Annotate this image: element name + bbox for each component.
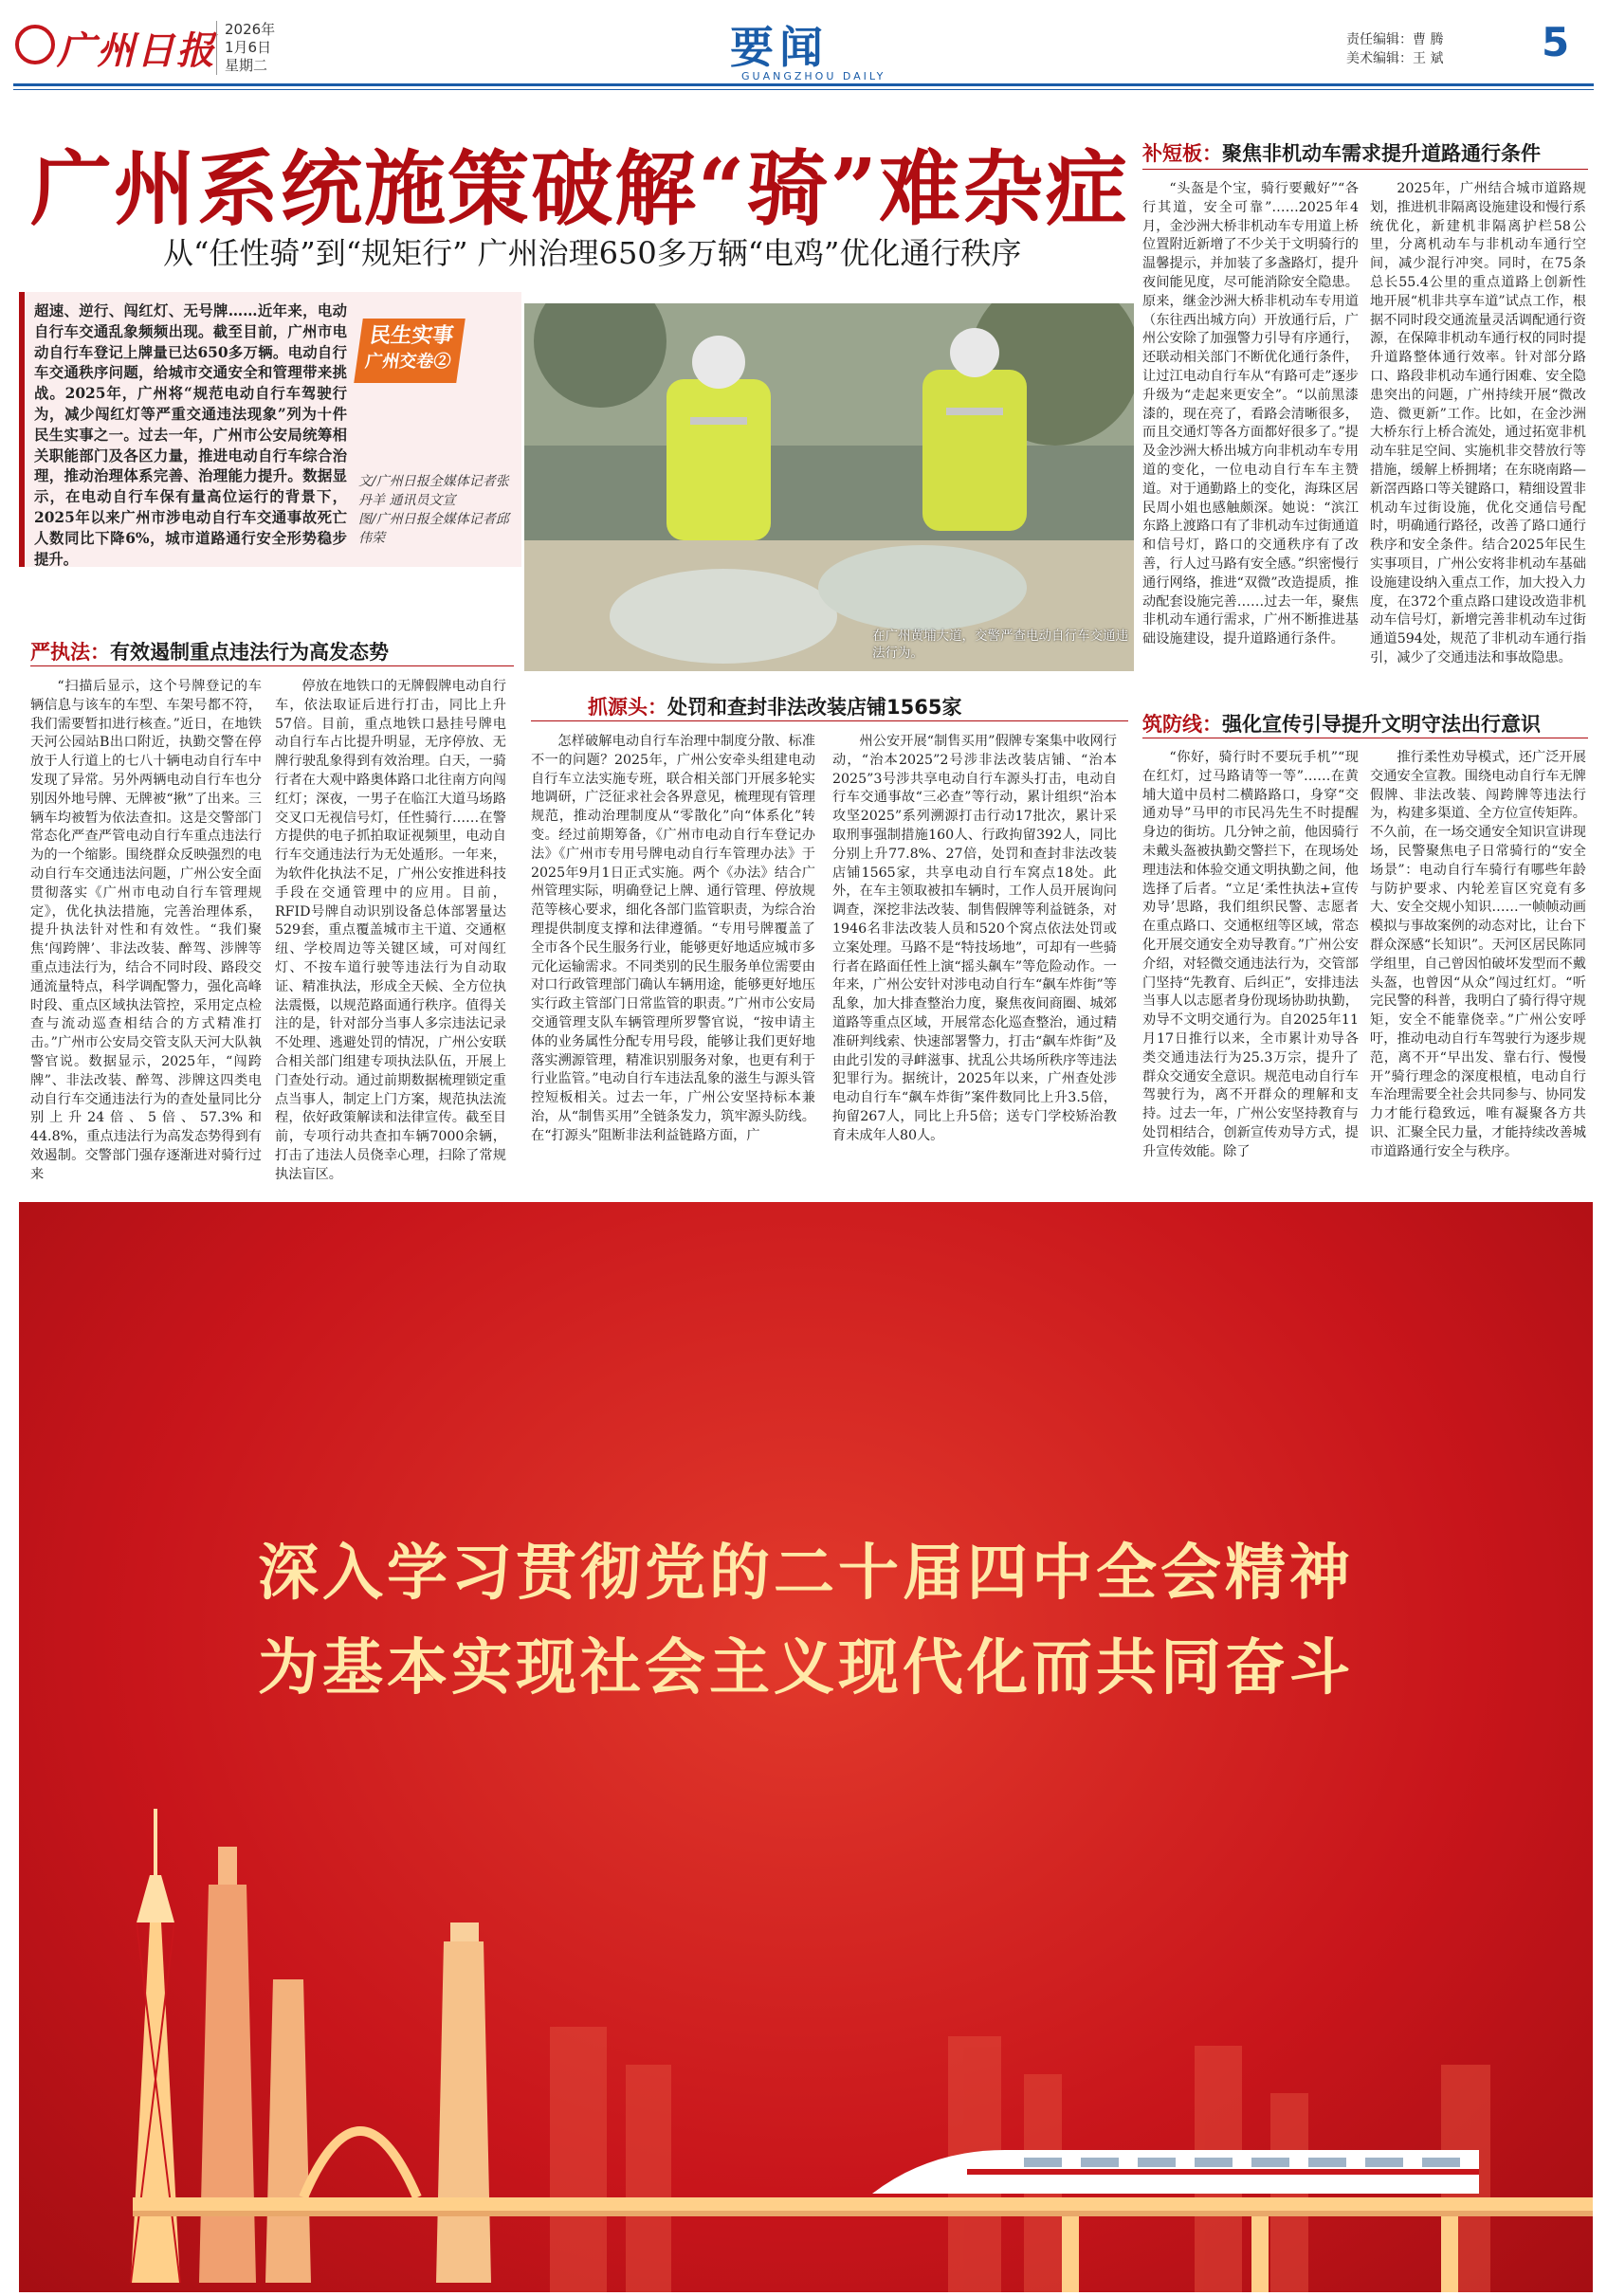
section-underline <box>30 665 514 666</box>
banner-slogan-line2: 为基本实现社会主义现代化而共同奋斗 <box>258 1632 1354 1704</box>
high-speed-train-icon <box>872 2150 1479 2194</box>
article-headline: 广州系统施策破解“骑”难杂症 <box>30 141 1129 237</box>
section-title-text: 强化宣传引导提升文明守法出行意识 <box>1222 713 1541 736</box>
column-text: 推行柔性劝导模式，还广泛开展交通安全宣教。围绕电动自行车无牌假牌、非法改装、闯跨牌等违法行为，构建多渠道、全方位宣传矩阵。不久前，在一场交通安全知识宣讲现场，民警聚焦电子日常骑行的“安全场景”：电动自行车骑行有哪些年龄与防护要求、内轮差盲区究竟有多大、安全交规小知识……一帧帧动画模拟与事故案例的动态对比，让台下群众深感“长知识”。天河区居民陈同学组里，自己曾因怕破坏发型而不戴头盔，也曾因“从众”闯过红灯。“听完民警的科普，我明白了骑行得守规矩，安全不能靠侥幸。”广州公安呼吁，推动电动自行车驾驶行为逐步规范，离不开“早出发、靠右行、慢慢开”骑行理念的深度根植，电动自行车治理需要全社会共同参与、协同发力才能行稳致远，唯有凝聚各方共识、汇聚全民力量，才能持续改善城市道路通行安全与秩序。 <box>1370 750 1586 1159</box>
article-column <box>1370 180 1586 675</box>
news-photo <box>524 303 1134 671</box>
photo-caption: 在广州黄埔大道，交警严查电动自行车交通违法行为。 <box>872 629 1128 661</box>
column-text: “扫描后显示，这个号牌登记的车辆信息与该车的车型、车架号都不符，我们需要暂扣进行核查。”近日，在地铁天河公园站B出口附近，执勤交警在停放于人行道上的七八十辆电动自行车中发现了异常。另外两辆电动自行车也分别因外地号牌、无牌被“揪”了出来。三辆车均被暂为依法查扣。这是交警部门常态化严查严管电动自行车重点违法行为的一个缩影。围绕群众反映强烈的电动自行车交通违法问题，广州公安全面贯彻落实《广州市电动自行车管理规定》，优化执法措施，完善治理体系，提升执法针对性和有效性。“我们聚焦‘闯跨牌’、非法改装、醉驾、涉牌等重点违法行为，结合不同时段、路段交通流量特点，科学调配警力，强化高峰时段、重点区域执法管控，采用定点检查与流动巡查相结合的方式精准打击。”广州市公安局交管支队天河大队執警官说。数据显示，2025年，“闯跨牌”、非法改装、醉驾、涉牌这四类电动自行车交通违法行为的查处量同比分别上升24倍、5倍、57.3%和44.8%，重点违法行为高发态势得到有效遏制。交警部门强存逐渐进对骑行过来 <box>30 679 262 1182</box>
issue-day: 1月6日 <box>225 39 272 56</box>
photo-illustration <box>524 303 1134 671</box>
byline-text: 文/广州日报全媒体记者张丹羊 通讯员文宣 <box>358 474 509 508</box>
section-underline <box>1142 169 1588 170</box>
section-title: 要闻 <box>730 22 829 73</box>
byline-photo: 图/广州日报全媒体记者邱伟荣 <box>358 512 509 546</box>
masthead-rule-thin <box>13 89 1594 90</box>
section-underline <box>531 720 1128 721</box>
banner-slogan-line1: 深入学习贯彻党的二十届四中全会精神 <box>258 1538 1354 1609</box>
lead-accent-bar <box>19 292 25 567</box>
column-text: 停放在地铁口的无牌假牌电动自行车，依法取证后进行打击，同比上升57倍。目前，重点地铁口悬挂号牌电动自行车占比提升明显，无序停放、无牌行驶乱象得到有效治理。白天，一骑行者在大观中路奥体路口北往南方向闯红灯；深夜，一男子在临江大道马场路交叉口无视信号灯，任性骑行……在警方提供的电子抓拍取证视频里，电动自行车交通违法行为无处遁形。一年来，为软件化执法不足，广州公安推进科技手段在交通管理中的应用。目前，RFID号牌自动识别设备总体部署量达529套，重点覆盖城市主干道、交通枢纽、学校周边等关键区域，可对闯红灯、不按车道行驶等违法行为自动取证、精准执法，形成全天候、全方位执法震慑，以规范路面通行秩序。值得关注的是，针对部分当事人多宗违法记录不处理、逃避处罚的情况，广州公安联合相关部门组建专项执法队伍，开展上门查处行动。通过前期数据梳理锁定重点当事人，制定上门方案，规范执法流程，依好政策解读和法律宣传。截至目前，专项行动共查扣车辆7000余辆，打击了违法人员侥幸心理，扫除了常规执法盲区。 <box>275 679 506 1182</box>
propaganda-banner <box>19 1202 1593 2292</box>
section-key: 抓源头： <box>588 696 667 719</box>
section-heading-source <box>588 692 961 720</box>
section-heading-education <box>1142 709 1541 738</box>
art-editor-line: 美术编辑：王 斌 <box>1346 51 1444 66</box>
editor-credits <box>1346 30 1443 68</box>
editor-line: 责任编辑：曹 腾 <box>1346 32 1444 47</box>
article-column <box>1370 749 1586 1190</box>
skyscraper-icons <box>199 1847 491 2283</box>
badge-line2: 广州交卷② <box>363 352 452 372</box>
masthead <box>0 0 1607 83</box>
section-key: 严执法： <box>30 641 110 664</box>
section-title-text: 聚焦非机动车需求提升道路通行条件 <box>1222 142 1541 165</box>
article-column <box>30 678 262 1190</box>
column-text: 怎样破解电动自行车治理中制度分散、标准不一的问题？2025年，广州公安牵头组建电动自行车立法实施专班，联合相关部门开展多轮实地调研，广泛征求社会各界意见，梳理现有管理规范，推动治理制度从“零散化”向“体系化”转变。经过前期筹备，《广州市电动自行车登记办法》《广州市专用号牌电动自行车管理办法》于2025年9月1日正式实施。两个《办法》结合广州管理实际，明确登记上牌、通行管理、停放规范等核心要求，细化各部门监管职责，为综合治理提供制度支撑和法律遵循。“专用号牌覆盖了全市各个民生服务行业，能够更好地适应城市多元化运输需求。不同类别的民生服务单位需要由对口行政管理部门确认车辆用途，能够更好地压实行政主管部门日常监管的职责。”广州市公安局交通管理支队车辆管理所罗警官说，“按申请主体的业务属性分配专用号段，能够让我们更好地落实溯源管理，精准识别服务对象，也更有利于行业监管。”电动自行车违法乱象的滋生与源头管控短板相关。过去一年，广州公安坚持标本兼治，从“制售买用”全链条发力，筑牢源头防线。在“打源头”阻断非法利益链路方面，广 <box>531 734 815 1143</box>
masthead-rule <box>13 83 1594 86</box>
article-column <box>1142 180 1359 675</box>
issue-year: 2026年 <box>225 21 276 38</box>
issue-weekday: 星期二 <box>225 57 268 74</box>
column-text: “头盔是个宝，骑行要戴好”“各行其道，安全可靠”……2025年4月，金沙洲大桥非机动车专用道上桥位置附近新增了不少关于文明骑行的温馨提示，并加装了多盏路灯，提升夜间能见度，尽可能消除安全隐患。原来，继金沙洲大桥非机动车专用道（东往西出城方向）开放通行后，广州公安除了加强警力引导有序通行，还联动相关部门不断优化通行条件，让过江电动自行车从“有路可走”逐步升级为“走起来更安全”。“以前黑漆漆的，现在亮了，看路会清晰很多，而且交通灯等各方面都好很多了。”提及金沙洲大桥出城方向非机动车专用道的变化，一位电动自行车车主赞道。对于通勤路上的变化，海珠区居民周小姐也感触颇深。她说：“滨江东路上渡路口有了非机动车过街通道和信号灯，路口的交通秩序有了改善，行人过马路有安全感。”织密慢行通行网络，推进“双微”改造提质，推动配套设施完善……过去一年，聚焦非机动车通行需求，广州不断推进基础设施建设，提升道路通行条件。 <box>1142 181 1359 647</box>
section-title-text: 有效遏制重点违法行为高发态势 <box>110 641 389 664</box>
article-column <box>832 733 1117 1190</box>
section-key: 筑防线： <box>1142 713 1222 736</box>
article-column <box>531 733 815 1190</box>
section-key: 补短板： <box>1142 142 1222 165</box>
section-heading-infrastructure <box>1142 138 1541 167</box>
article-column <box>275 678 506 1190</box>
column-text: 州公安开展“制售买用”假牌专案集中收网行动，“治本2025”2号涉非法改装店铺、“治本2025”3号涉共享电动自行车源头打击，电动自行车交通事故“三必查”等行动，累计组织“治本攻坚2025”系列溯源打击行动17批次，累计采取刑事强制措施160人、行政拘留392人，同比分别上升77.8%、27倍，处罚和查封非法改装店铺1565家，共享电动自行车窝点18处。此外，在车主领取被扣车辆时，工作人员开展询问调查，深挖非法改装、制售假牌等利益链条，对1946名非法改装人员和520个窝点依法处罚或立案处理。马路不是“特技场地”，可却有一些骑行者在路面任性上演“摇头飙车”等危险动作。一年来，广州公安针对涉电动自行车“飙车炸街”等乱象，加大排查整治力度，聚焦夜间商圈、城郊道路等重点区域，开展常态化巡查整治，通过精准研判线索、快速部署警力，打击“飙车炸街”及由此引发的寻衅滋事、扰乱公共场所秩序等违法犯罪行为。据统计，2025年以来，广州查处涉电动自行车“飙车炸街”案件数同比上升3.5倍，拘留267人，同比上升5倍；送专门学校矫治教育未成年人80人。 <box>832 734 1117 1143</box>
section-subtitle: GUANGZHOU DAILY <box>741 70 886 82</box>
city-skyline-illustration <box>19 1752 1593 2292</box>
byline <box>358 472 520 548</box>
article-column <box>1142 749 1359 1190</box>
article-lead: 超速、逆行、闯红灯、无号牌……近年来，电动自行车交通乱象频频出现。截至目前，广州市电动自行车登记上牌量已达650多万辆。电动自行车交通秩序问题，给城市交通安全和管理带来挑战。2025年，广州将“规范电动自行车驾驶行为，减少闯红灯等严重交通违法现象”列为十件民生实事之一。过去一年，广州市公安局统筹相关职能部门及各区力量，推进电动自行车综合治理，推动治理体系完善、治理能力提升。数据显示，在电动自行车保有量高位运行的背景下，2025年以来广州市涉电动自行车交通事故死亡人数同比下降6%，城市道路通行安全形势稳步提升。 <box>34 302 347 568</box>
badge-line1: 民生实事 <box>368 323 456 348</box>
bridge-piers <box>1062 2216 1458 2292</box>
issue-date <box>216 21 275 75</box>
article-subhead: 从“任性骑”到“规矩行” 广州治理650多万辆“电鸡”优化通行秩序 <box>163 235 1022 271</box>
page-number: 5 <box>1542 19 1570 65</box>
column-badge <box>354 319 466 383</box>
section-heading-enforcement <box>30 637 389 665</box>
section-title-text: 处罚和查封非法改装店铺1565家 <box>667 696 962 719</box>
column-text: “你好，骑行时不要玩手机”“现在红灯，过马路请等一等”……在黄埔大道中员村二横路路口，身穿“交通劝导”马甲的市民冯先生不时提醒身边的街坊。几分钟之前，他因骑行未戴头盔被执勤交警拦下，在现场处理违法和体验交通文明执勤之间，他选择了后者。“立足‘柔性执法+宣传劝导’思路，我们组织民警、志愿者在重点路口、交通枢纽等区域，常态化开展交通安全劝导教育。”广州公安介绍，对轻微交通违法行为，交管部门坚持“先教育、后纠正”，安排违法当事人以志愿者身份现场协助执勤，劝导不文明交通行为。自2025年11月17日推行以来，全市累计劝导各类交通违法行为25.3万宗，提升了群众交通安全意识。规范电动自行车驾驶行为，离不开群众的理解和支持。过去一年，广州公安坚持教育与处罚相结合，创新宣传劝导方式，提升宣传效能。除了 <box>1142 750 1359 1159</box>
newspaper-logo-icon <box>15 25 55 64</box>
newspaper-name: 广州日报 <box>57 28 216 73</box>
column-text: 2025年，广州结合城市道路规划，推进机非隔离设施建设和慢行系统优化，新建机非隔离护栏58公里，分离机动车与非机动车通行空间，减少混行冲突。同时，在75条总长55.4公里的重点道路上创新性地开展“机非共享车道”试点工作，根据不同时段交通流量灵活调配通行资源，在保障非机动车通行权的同时提升道路整体通行效率。针对部分路口、路段非机动车通行困难、安全隐患突出的问题，广州持续开展“微改造、微更新”工作。比如，在金沙洲大桥东行上桥合流处，通过拓宽非机动车驻足空间、实施机非交替放行等措施，缓解上桥拥堵；在东晓南路—新滘西路口等关键路口，精细设置非机动车过街设施，优化交通信号配时，明确通行路径，改善了路口通行秩序和安全条件。结合2025年民生实事项目，广州公安将非机动车基础设施建设纳入重点工作，加大投入力度，在372个重点路口建设改造非机动车信号灯，新增完善非机动车过街通道594处，规范了非机动车通行指引，减少了交通违法和事故隐患。 <box>1370 181 1586 665</box>
